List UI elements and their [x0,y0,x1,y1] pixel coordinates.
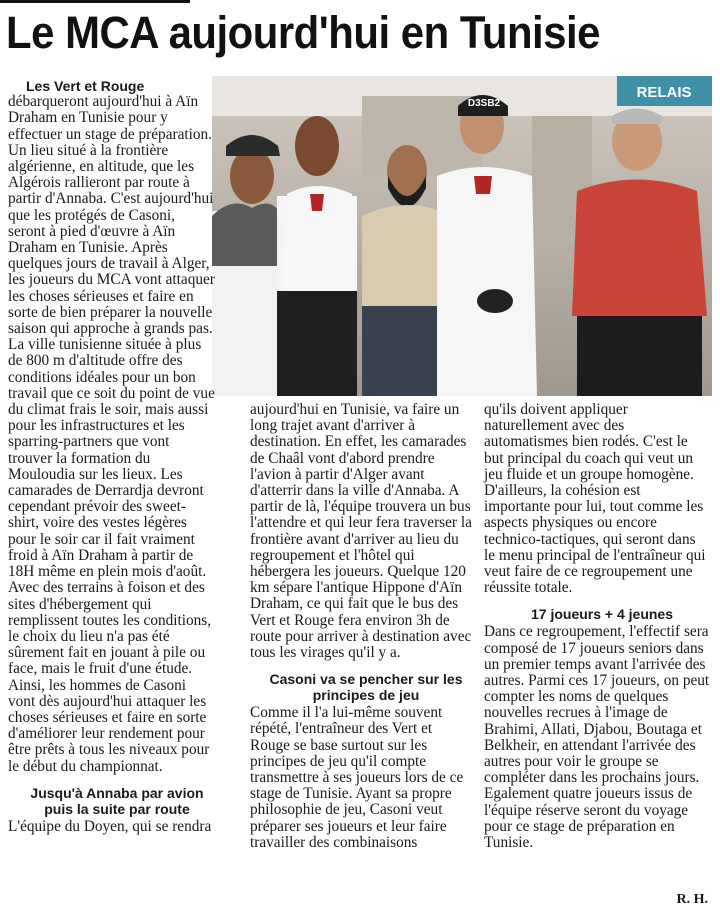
column-1-closing-text: L'équipe du Doyen, qui se rendra [8,817,212,835]
cap-text: D3SB2 [467,98,501,109]
lead-in: Les Vert et Rouge [26,78,145,94]
subhead-casoni: Casoni va se pencher sur les principes de jeu [269,671,463,704]
team-photo [212,76,712,396]
column-3-text-2: Dans ce regroupement, l'effectif sera composé de 17 joueurs seniors dans un premier temps avant l'arrivée des autres. Parmi ces 17 joueurs, on peut compter les noms de quelques nouvelles recrues à l'image de Brahimi, Allati, Djabou, Boutaga et Belkheir, en attendant l'arrivée des autres pour voir le groupe se compléter dans les prochains jours. Egalement quatre joueurs issus de l'équipe réserve seront du voyage pour ce stage de préparation en Tunisie. [484,623,710,852]
column-1 [8,78,216,835]
column-1-text: débarqueront aujourd'hui à Aïn Draham en Tunisie pour y effectuer un stage de préparation. Un lieu situé à la frontière algérienne, en altitude, que les Algérois rallieront par route à partir d'Annaba. C'est aujourd'hui que les protégés de Casoni, seront à pied d'œuvre à Aïn Draham en Tunisie. Après quelques jours de travail à Alger, les joueurs du MCA vont attaquer les choses sérieuses et faire en sorte de bien préparer la nouvelle saison qui approche à grands pas. La ville tunisienne située à plus de 800 m d'altitude offre des conditions idéales pour un bon travail que ce soit du point de vue du climat frais le soir, mais aussi pour les infrastructures et les sparring-partners que vont trouver la formation du Mouloudia sur les lieux. Les camarades de Derrardja devront cependant prévoir des sweet-shirt, voire des vestes légères pour le soir car il fait vraiment froid à Aïn Draham à partir de 18H même en plein mois d'août. Avec des terrains à foison et des sites d'hébergement qui remplissent toutes les conditions, le choix du lieu n'a pas été sûrement fait en jouant à pile ou face, mais le fruit d'une étude. Ainsi, les hommes de Casoni vont dès aujourd'hui attaquer les choses sérieuses et faire en sorte d'améliorer leur rendement pour être prêts à tous les niveaux pour le début du championnat. [8,93,215,775]
column-3-text: qu'ils doivent appliquer naturellement avec des automatismes bien rodés. C'est le but principal du coach qui veut un jeu fluide et un groupe homogène. D'ailleurs, la cohésion est importante pour lui, tout comme les aspects physiques ou encore technico-tactiques, qui seront dans le menu principal de l'entraîneur qui veut faire de ce regroupement une réussite totale. [484,401,706,597]
headline: Le MCA aujourd'hui en Tunisie [6,7,600,58]
airport-sign: RELAIS [636,84,692,101]
team-photo-illustration [212,76,712,396]
column-2-text-2: Comme il l'a lui-même souvent répété, l'entraîneur des Vert et Rouge se base surtout sur les principes de jeu qu'il compte transmettre à ses joueurs lors de ce stage de Tunisie. Ayant sa propre philosophie de jeu, Casoni veut préparer ses joueurs et leur faire travailler des combinaisons [250,704,464,851]
column-3 [484,402,710,851]
top-rule [0,0,190,3]
column-2 [250,402,472,851]
subhead-annaba: Jusqu'à Annaba par avion puis la suite par route [30,784,204,817]
column-2-text: aujourd'hui en Tunisie, va faire un long trajet avant d'arriver à destination. En effet, les camarades de Chaâl vont d'abord prendre l'avion à partir d'Alger avant d'atterrir dans la ville d'Annaba. A partir de là, l'équipe trouvera un bus l'attendre et qui leur fera traverser la frontière avant d'arriver au lieu du regroupement et l'hôtel qui hébergera les joueurs. Quelque 120 km sépare l'antique Hippone d'Aïn Draham, ce qui fait que le bus des Vert et Rouge fera environ 3h de route pour arriver à destination avec tous les virages qu'il y a. [250,401,472,662]
author-signature: R. H. [676,892,708,907]
subhead-17-joueurs: 17 joueurs + 4 jeunes [530,606,673,623]
